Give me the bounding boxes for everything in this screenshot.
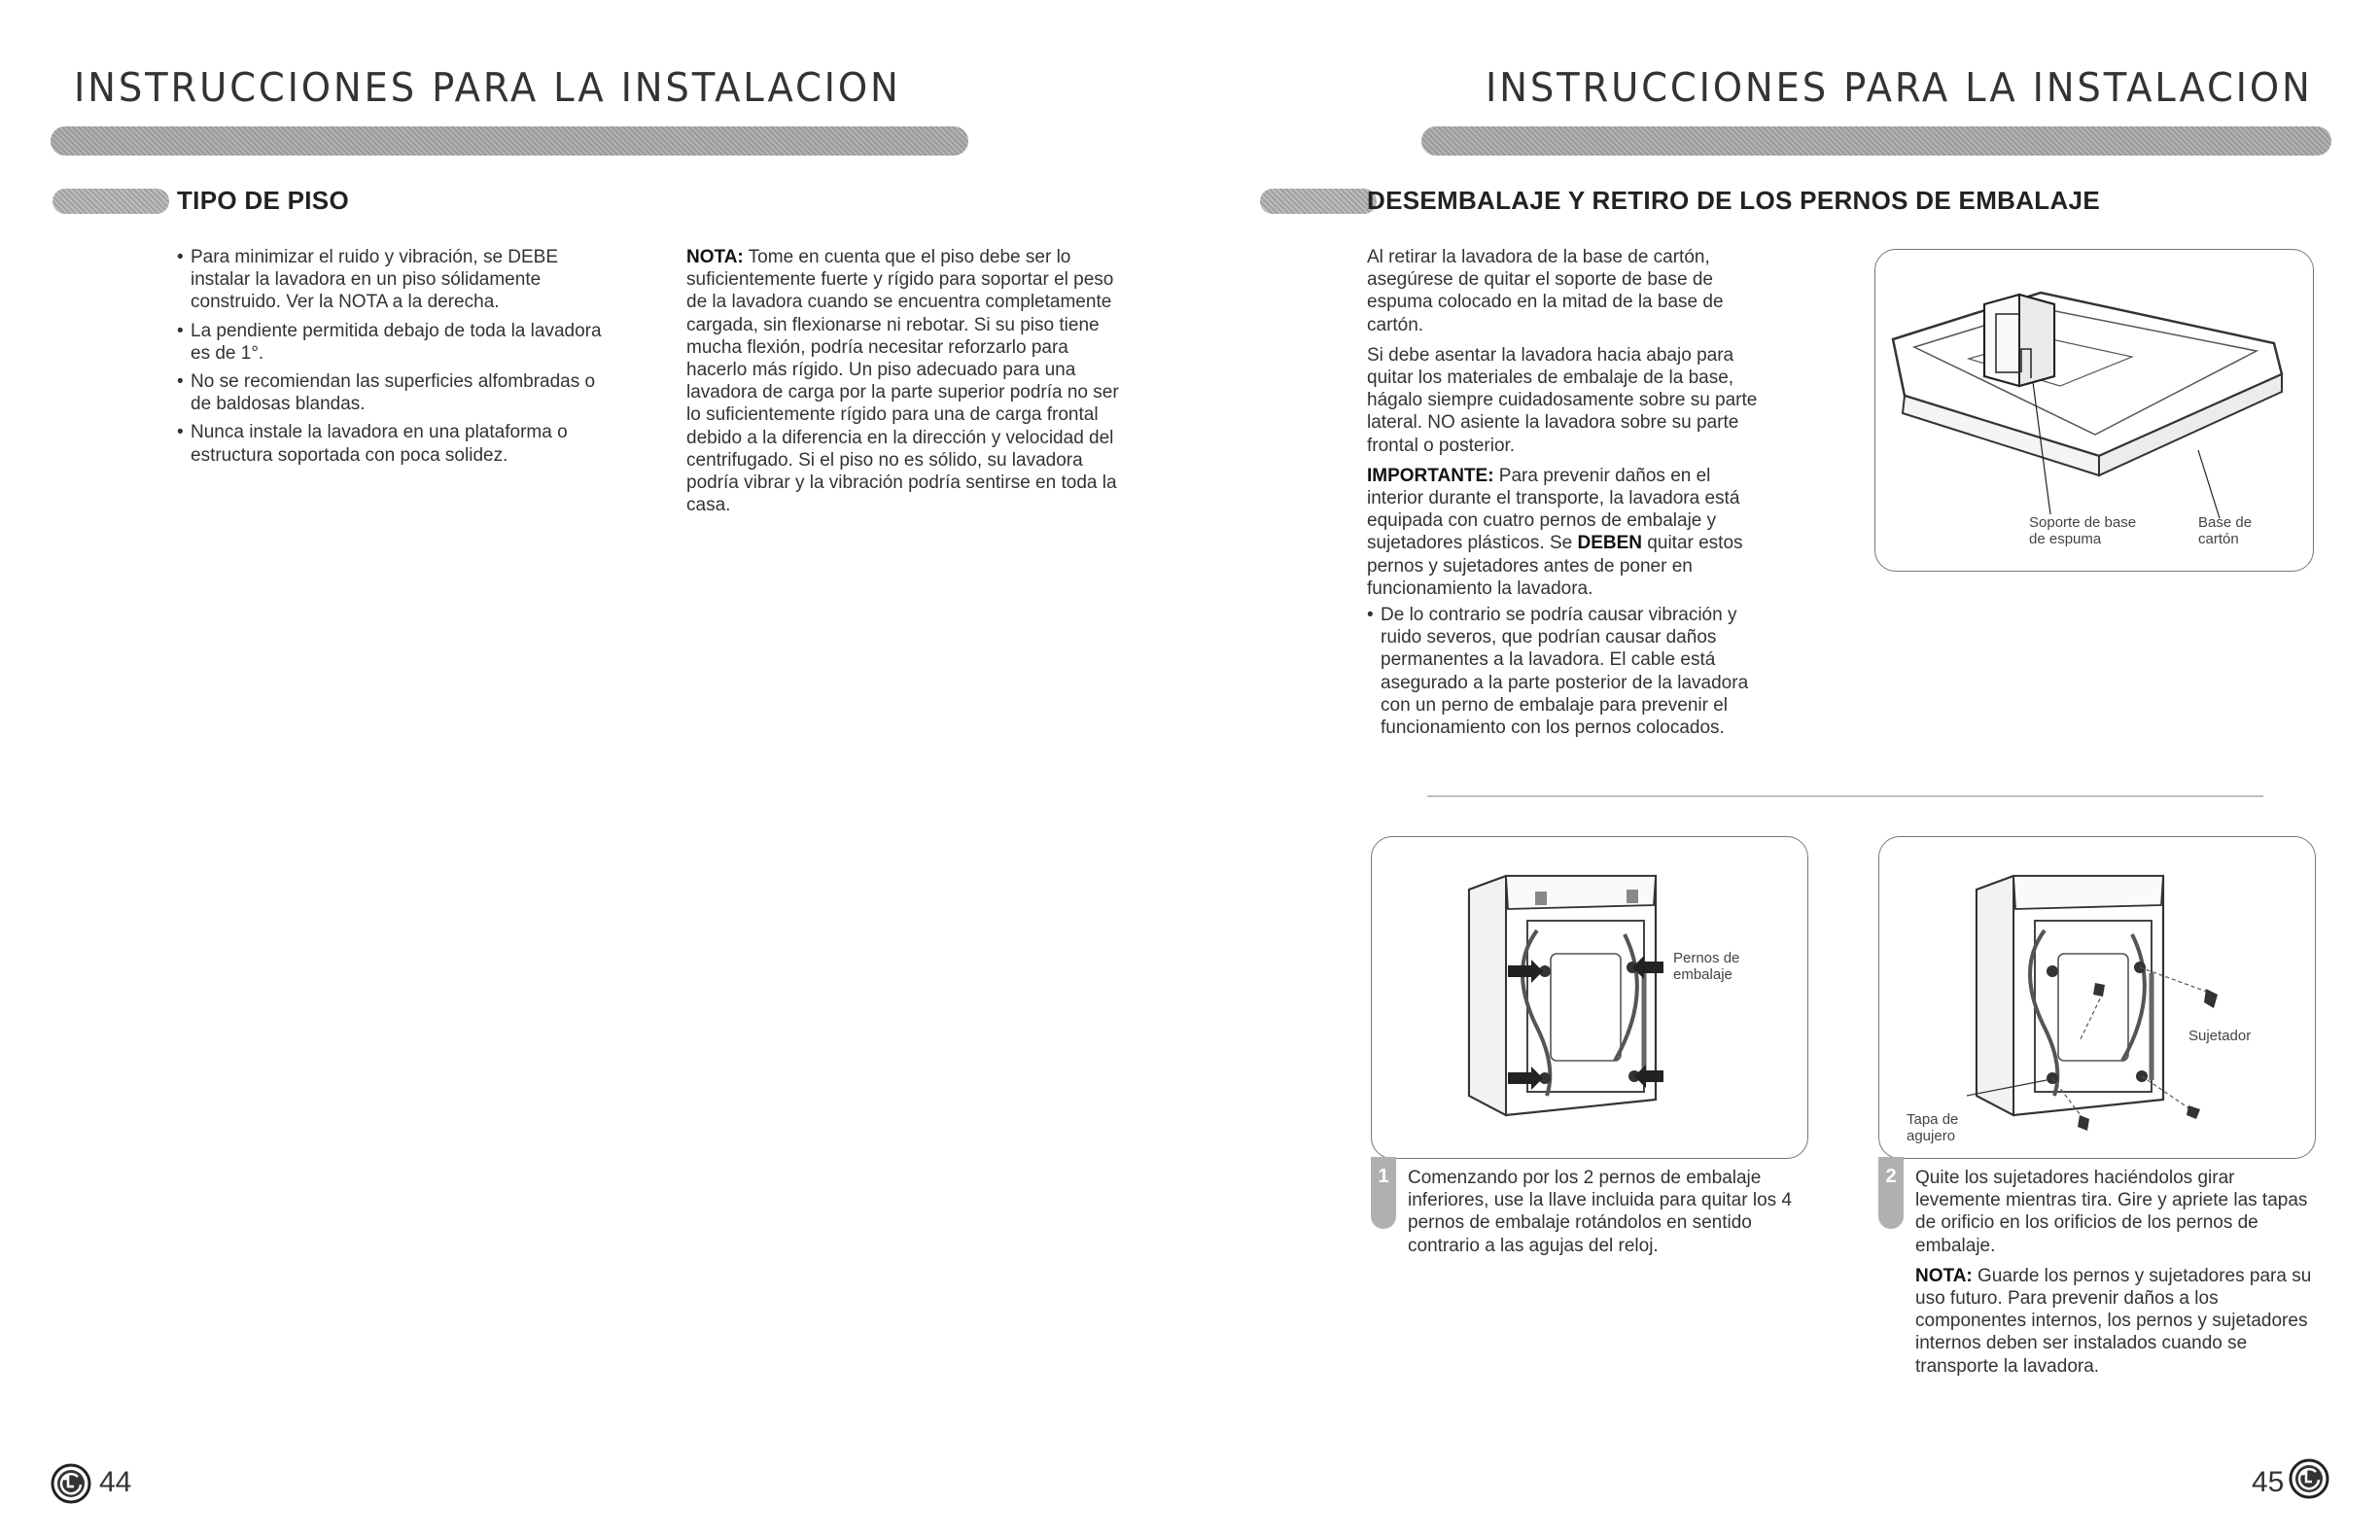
- left-title-bar: [51, 126, 968, 156]
- label-pernos: Pernos de embalaje: [1673, 950, 1740, 983]
- step-2-body: Quite los sujetadores haciéndolos girar levemente mientras tira. Gire y apriete las tapas de orificio en los orificios de los pernos de embalaje.: [1915, 1168, 2308, 1256]
- label-soporte: Soporte de base de espuma: [2029, 514, 2137, 547]
- list-item: • Nunca instale la lavadora en una plataforma o estructura soportada con poca solidez.: [177, 421, 614, 466]
- importante-bold: DEBEN: [1577, 533, 1643, 554]
- para-base-carton: Al retirar la lavadora de la base de cartón, asegúrese de quitar el soporte de base de espuma colocado en la mitad de la base de cartón.: [1367, 247, 1724, 335]
- step-2-badge: 2: [1878, 1157, 1904, 1229]
- left-section-pill: [52, 189, 169, 214]
- left-nota: [686, 246, 1124, 516]
- right-page-number: 45: [2252, 1466, 2285, 1498]
- list-item: • No se recomiendan las superficies alfombradas o de baldosas blandas.: [177, 370, 614, 415]
- para-importante: [1367, 465, 1766, 600]
- fastener-illustration: [1879, 837, 2315, 1158]
- right-title-bar: [1421, 126, 2331, 156]
- right-section-pill: [1260, 189, 1377, 214]
- right-section-title: DESEMBALAJE Y RETIRO DE LOS PERNOS DE EMBALAJE: [1367, 186, 2100, 215]
- nota-text: Guarde los pernos y sujetadores para su uso futuro. Para prevenir daños a los componentes internos, los pernos y sujetadores internos deben ser instalados cuando se transporte la lavadora.: [1915, 1265, 2312, 1377]
- lg-logo-icon: [2289, 1458, 2329, 1499]
- label-base-carton: Base de cartón: [2198, 514, 2253, 547]
- label-tapa-agujero: Tapa de agujero: [1907, 1111, 1959, 1144]
- nota-label: NOTA:: [686, 247, 744, 267]
- left-page-number: 44: [99, 1466, 132, 1498]
- step-1-text: Comenzando por los 2 pernos de embalaje inferiores, use la llave incluida para quitar los 4 pernos de embalaje rotándolos en sentido contrario a las agujas del reloj.: [1408, 1168, 1792, 1256]
- importante-text-a: Para prevenir daños en el interior durante el transporte, la lavadora está equipada con cuatro pernos de embalaje y sujetadores plásticos. Se: [1367, 465, 1740, 554]
- figure-sujetadores: [1878, 836, 2316, 1159]
- nota-label: NOTA:: [1915, 1265, 1973, 1286]
- divider: [1427, 795, 2263, 797]
- list-item: • Para minimizar el ruido y vibración, se DEBE instalar la lavadora en un piso sólidamente construido. Ver la NOTA a la derecha.: [177, 246, 614, 314]
- label-sujetador: Sujetador: [2188, 1028, 2252, 1044]
- right-intro-text: [1367, 246, 1766, 745]
- right-page-title: INSTRUCCIONES PARA LA INSTALACION: [1486, 64, 2313, 111]
- figure-pernos-embalaje: [1371, 836, 1808, 1159]
- washer-back-illustration: [1372, 837, 1807, 1158]
- nota-text: Tome en cuenta que el piso debe ser lo suficientemente fuerte y rígido para soportar el peso de la lavadora cuando se encuentra completamente cargada, sin flexionarse ni rebotar. Si su piso tiene mucha flexión, podría necesitar reforzarlo para hacerlo más rígido. Un piso adecuado para una lavadora de carga por la parte superior podría no ser lo suficientemente rígido para una de carga frontal debido a la diferencia en la dirección y velocidad del centrifugado. Si el piso no es sólido, su lavadora podría vibrar y la vibración podría sentirse en toda la casa.: [686, 247, 1119, 516]
- figure-carton-base: [1874, 249, 2314, 572]
- step-1-badge: 1: [1371, 1157, 1396, 1229]
- importante-text-b: quitar estos pernos y sujetadores antes de poner en funcionamiento la lavadora.: [1367, 533, 1743, 599]
- left-bullet-list: [177, 246, 614, 472]
- lg-logo-icon: [51, 1463, 91, 1504]
- para-asentar: Si debe asentar la lavadora hacia abajo para quitar los materiales de embalaje de la base, hágalo siempre cuidadosamente sobre su parte lateral. NO asiente la lavadora sobre su parte frontal o posterior.: [1367, 344, 1758, 456]
- left-section-title: TIPO DE PISO: [177, 186, 349, 215]
- step-2-nota: [1915, 1265, 2312, 1378]
- list-item: • De lo contrario se podría causar vibración y ruido severos, que podrían causar daños permanentes a la lavadora. El cable está asegurado a la parte posterior de la lavadora con un perno de embalaje para prevenir el funcionamiento con los pernos colocados.: [1367, 604, 1766, 739]
- list-item: • La pendiente permitida debajo de toda la lavadora es de 1°.: [177, 320, 614, 365]
- left-page-title: INSTRUCCIONES PARA LA INSTALACION: [74, 64, 901, 111]
- step-2-text: [1915, 1167, 2312, 1385]
- importante-label: IMPORTANTE:: [1367, 465, 1494, 486]
